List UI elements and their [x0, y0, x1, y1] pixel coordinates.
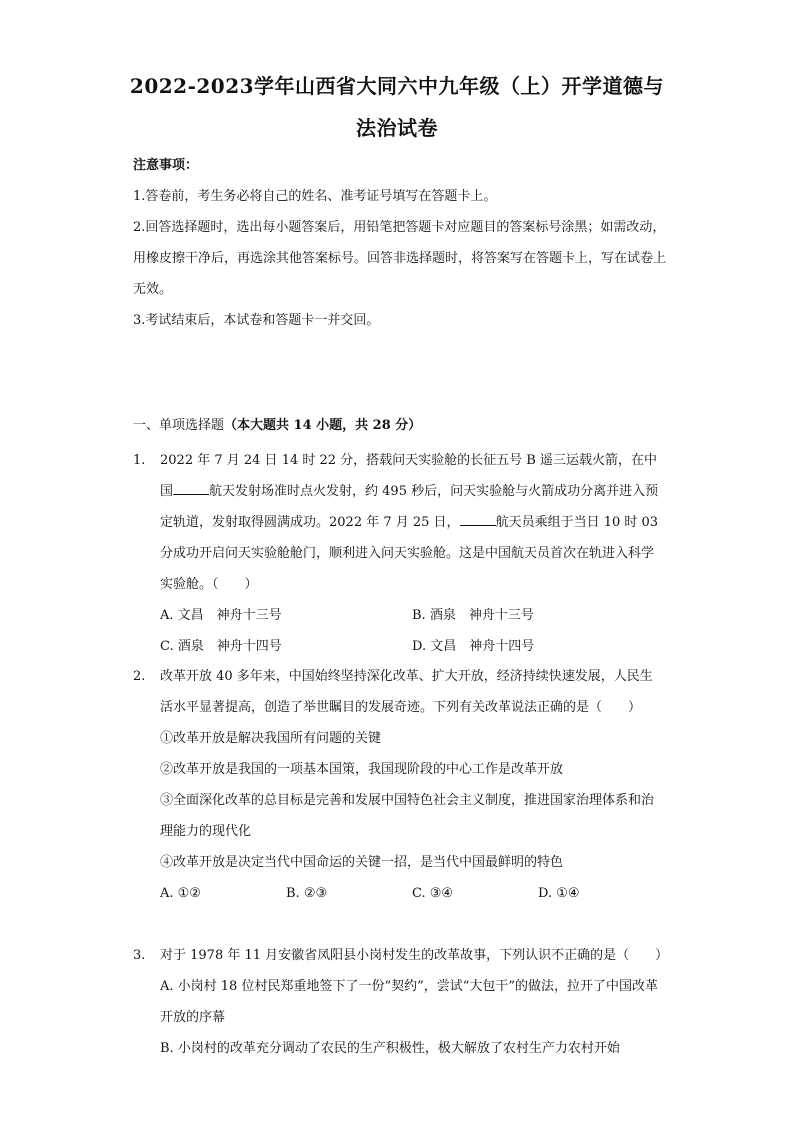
answer-blank: [460, 513, 496, 526]
question-stem: 改革开放 40 多年来，中国始终坚持深化改革、扩大开放，经济持续快速发展，人民生活水平显著提高，创造了举世瞩目的发展奇迹。下列有关改革说法正确的是（ ）: [160, 669, 653, 715]
question-2: [133, 661, 663, 909]
question-1: [133, 445, 663, 662]
section-heading: [133, 414, 421, 433]
page-title-line-2: 法治试卷: [356, 116, 438, 140]
notes-heading: 注意事项：: [133, 158, 199, 173]
notes-item-1: 1.答卷前，考生务必将自己的姓名、准考证号填写在答题卡上。: [133, 189, 497, 204]
statement-3: ③全面深化改革的总目标是完善和发展中国特色社会主义制度，推进国家治理体系和治理能力的现代化: [160, 793, 655, 839]
notes-item-3: 3.考试结束后，本试卷和答题卡一并交回。: [133, 313, 380, 328]
section-detail: （本大题共 14 小题，共 28 分）: [224, 418, 422, 433]
question-number: 2.: [133, 669, 146, 684]
option-c: C. ③④: [412, 886, 454, 901]
options: [160, 878, 663, 909]
question-stem: [160, 445, 663, 600]
notes-block: [133, 150, 673, 336]
option-a: A. 文昌 神舟十三号: [160, 608, 282, 623]
question-3: [133, 940, 669, 1064]
statement-2: ②改革开放是我国的一项基本国策，我国现阶段的中心工作是改革开放: [160, 762, 564, 777]
stem-part-1: 2022 年 7 月 24 日 14 时 22 分，搭载问天实验舱的长征五号 B 遥三运载火箭，在中国: [160, 453, 657, 499]
question-number: 1.: [133, 453, 146, 468]
statement-4: ④改革开放是决定当代中国命运的关键一招，是当代中国最鲜明的特色: [160, 855, 564, 870]
option-d: D. ①④: [538, 886, 580, 901]
page-title-line-1: 2022-2023学年山西省大同六中九年级（上）开学道德与: [129, 74, 665, 98]
answer-blank: [173, 482, 209, 495]
option-b: B. 小岗村的改革充分调动了农民的生产积极性，极大解放了农村生产力农村开始: [160, 1041, 620, 1056]
question-stem: 对于 1978 年 11 月安徽省凤阳县小岗村发生的改革故事，下列认识不正确的是（ ）: [160, 948, 669, 963]
section-prefix: 一、单项选择题: [133, 418, 225, 433]
options: [160, 600, 663, 662]
option-b: B. ②③: [286, 886, 328, 901]
option-c: C. 酒泉 神舟十四号: [160, 639, 282, 654]
option-a: A. ①②: [160, 886, 201, 901]
question-number: 3.: [133, 948, 146, 963]
stem-part-2: 航天发射场准时点火发射，约 495 秒后，问天实验舱与火箭成功分离并进入预定轨道，发射取得圆满成功。2022 年 7 月 25 日，: [160, 484, 659, 530]
option-b: B. 酒泉 神舟十三号: [412, 608, 534, 623]
statement-1: ①改革开放是解决我国所有问题的关键: [160, 731, 382, 746]
option-d: D. 文昌 神舟十四号: [412, 639, 535, 654]
notes-item-2: 2.回答选择题时，选出每小题答案后，用铅笔把答题卡对应题目的答案标号涂黑；如需改动，用橡皮擦干净后，再选涂其他答案标号。回答非选择题时，将答案写在答题卡上，写在试卷上无效。: [133, 220, 667, 297]
stem-part-3: 航天员乘组于当日 10 时 03 分成功开启问天实验舱舱门，顺利进入问天实验舱。这是中国航天员首次在轨进入科学实验舱。（ ）: [160, 515, 659, 592]
option-a: A. 小岗村 18 位村民郑重地签下了一份“契约”，尝试“大包干”的做法，拉开了中国改革开放的序幕: [160, 979, 659, 1025]
